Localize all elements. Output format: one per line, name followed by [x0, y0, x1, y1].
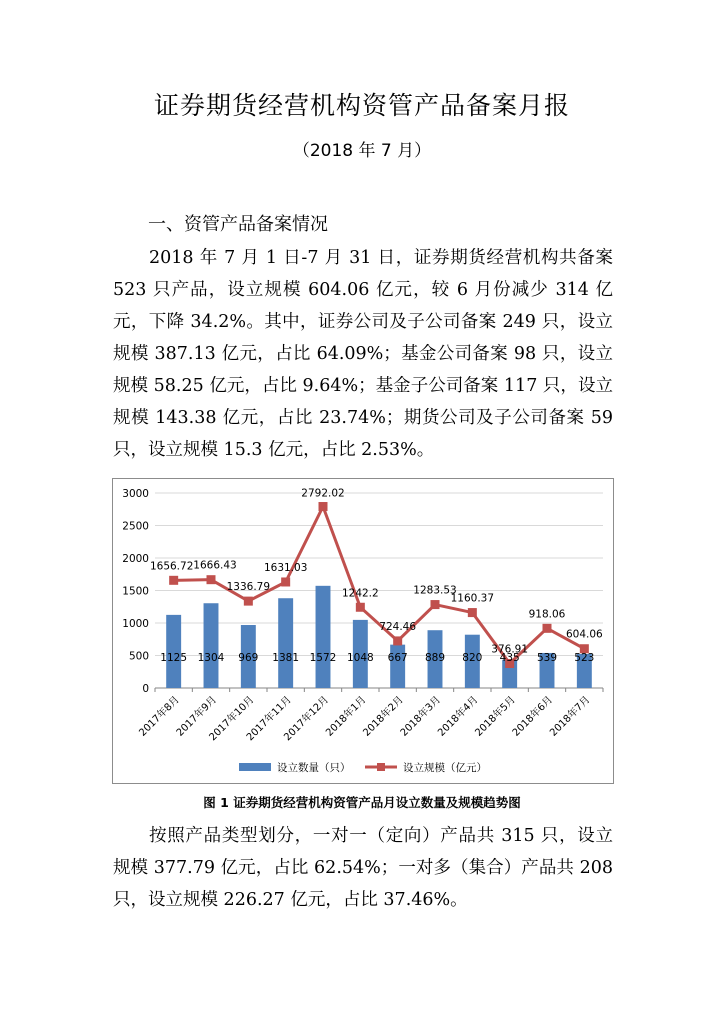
- line-marker: [244, 597, 253, 606]
- x-tick-label: 2018年2月: [361, 694, 406, 739]
- x-tick-label: 2018年5月: [473, 694, 518, 739]
- bar-value-label: 1572: [309, 652, 337, 664]
- paragraph-summary: 2018 年 7 月 1 日-7 月 31 日，证券期货经营机构共备案 523 只产品，设立规模 604.06 亿元，较 6 月份减少 314 亿元，下降 34.2%。其中，证券公司及子公司备案 249 只，设立规模 387.13 亿元，占比 64.09%；基金公司备案 98 只，设立规模 58.25 亿元，占比 9.64%；基金子公司备案 117 只，设立规模 143.38 亿元，占比 23.74%；期货公司及子公司备案 59 只，设立规模 15.3 亿元，占比 2.53%。: [113, 248, 613, 460]
- section-heading: 一、资管产品备案情况: [148, 214, 328, 235]
- line-marker: [281, 577, 290, 586]
- document-subtitle: （2018 年 7 月）: [292, 141, 432, 161]
- y-tick-label: 1000: [122, 618, 149, 630]
- y-tick-label: 2500: [122, 520, 149, 533]
- line-marker: [431, 600, 440, 609]
- bar-value-label: 889: [424, 652, 446, 664]
- line-value-label: 2792.02: [301, 487, 345, 500]
- bar-value-label: 1048: [346, 652, 374, 664]
- y-tick-label: 2000: [122, 553, 149, 565]
- x-tick-label: 2017年8月: [137, 694, 182, 739]
- line-marker: [356, 603, 365, 612]
- bar-value-label: 435: [499, 652, 520, 664]
- bar-value-label: 539: [536, 652, 558, 664]
- line-value-label: 1283.53: [413, 584, 457, 597]
- y-tick-label: 500: [128, 650, 149, 663]
- x-tick-label: 2017年9月: [174, 694, 220, 739]
- legend-label-line: 设立规模（亿元）: [403, 762, 487, 774]
- x-tick-label: 2017年10月: [207, 694, 257, 744]
- bar-value-label: 1125: [160, 652, 188, 664]
- paragraph-product-types: 按照产品类型划分，一对一（定向）产品共 315 只，设立规模 377.79 亿元，占比 62.54%；一对多（集合）产品共 208 只，设立规模 226.27 亿元，占比 37.46%。: [113, 826, 613, 910]
- bar-value-label: 667: [387, 652, 408, 664]
- bar-value-label: 1381: [272, 652, 300, 664]
- line-marker: [393, 636, 402, 645]
- line-value-label: 1631.03: [263, 561, 308, 574]
- x-tick-label: 2017年12月: [282, 694, 332, 744]
- bar: [316, 586, 331, 688]
- y-tick-label: 0: [142, 683, 149, 695]
- line-marker: [543, 624, 552, 633]
- bar-value-label: 523: [574, 652, 595, 664]
- line-value-label: 1666.43: [193, 559, 237, 572]
- bar: [278, 598, 293, 688]
- line-value-label: 1242.2: [341, 587, 379, 600]
- line-value-label: 376.91: [491, 643, 529, 656]
- figure-caption: 图 1 证券期货经营机构资管产品月设立数量及规模趋势图: [203, 795, 521, 810]
- legend-swatch-bar: [239, 763, 271, 771]
- line-value-label: 918.06: [528, 608, 566, 621]
- document-title: 证券期货经营机构资管产品备案月报: [153, 91, 570, 120]
- legend-marker-line: [377, 763, 385, 771]
- line-value-label: 604.06: [565, 628, 603, 641]
- bar: [204, 603, 219, 688]
- line-value-label: 1336.79: [226, 581, 271, 594]
- line-value-label: 724.46: [379, 620, 417, 633]
- x-tick-label: 2018年6月: [510, 694, 556, 739]
- x-tick-label: 2017年11月: [244, 694, 294, 744]
- x-tick-label: 2018年7月: [548, 694, 593, 739]
- bar-value-label: 969: [238, 652, 259, 664]
- line-marker: [319, 502, 328, 511]
- bar-value-label: 1304: [197, 652, 225, 664]
- trend-chart-svg: [113, 479, 613, 783]
- line-marker: [207, 575, 216, 584]
- x-tick-label: 2018年4月: [436, 694, 481, 739]
- x-tick-label: 2018年3月: [398, 694, 444, 739]
- x-tick-label: 2018年1月: [324, 694, 369, 739]
- trend-chart: [112, 478, 614, 784]
- y-tick-label: 1500: [122, 585, 149, 598]
- line-value-label: 1160.37: [450, 592, 495, 605]
- bar-value-label: 820: [462, 652, 483, 664]
- line-value-label: 1656.72: [149, 560, 194, 573]
- y-tick-label: 3000: [122, 488, 149, 500]
- legend-label-bar: 设立数量（只）: [277, 762, 351, 774]
- line-marker: [468, 608, 477, 617]
- line-marker: [169, 576, 178, 585]
